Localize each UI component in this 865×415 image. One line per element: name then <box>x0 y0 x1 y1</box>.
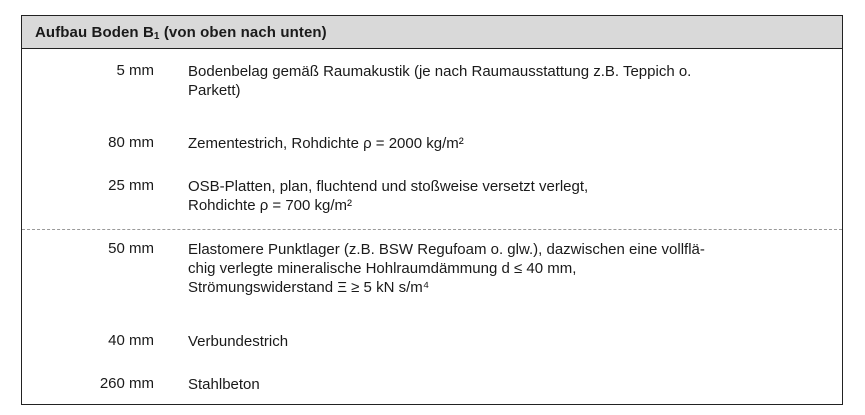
table-title <box>35 24 327 42</box>
floor-buildup-table <box>21 15 843 405</box>
layer-description <box>188 134 828 153</box>
title-subscript: 1 <box>153 31 160 42</box>
description-line: Stahlbeton <box>188 376 260 393</box>
description-line: Elastomere Punktlager (z.B. BSW Regufoam o. glw.), dazwischen eine vollflä- <box>188 241 705 258</box>
description-line: Bodenbelag gemäß Raumakustik (je nach Raumausstattung z.B. Teppich o. <box>188 63 692 80</box>
layer-thickness: 50 mm <box>108 240 154 257</box>
title-tail: (von oben nach unten) <box>159 24 327 41</box>
layer-thickness: 80 mm <box>108 134 154 151</box>
layer-description <box>188 177 828 215</box>
layer-description <box>188 240 828 297</box>
description-line: OSB-Platten, plan, fluchtend und stoßweise versetzt verlegt, <box>188 178 589 195</box>
description-line: Parkett) <box>188 82 241 99</box>
title-main: Aufbau Boden B <box>35 24 154 41</box>
table-header <box>22 16 842 49</box>
layer-description <box>188 62 828 100</box>
layer-description <box>188 375 828 394</box>
description-line: Rohdichte ρ = 700 kg/m² <box>188 197 353 214</box>
description-line: Zementestrich, Rohdichte ρ = 2000 kg/m² <box>188 135 464 152</box>
layer-thickness: 260 mm <box>99 375 154 392</box>
layer-thickness: 5 mm <box>116 62 154 79</box>
layer-thickness: 25 mm <box>108 177 154 194</box>
layer-thickness: 40 mm <box>108 332 154 349</box>
layer-description <box>188 332 828 351</box>
description-line: Verbundestrich <box>188 333 289 350</box>
section-divider <box>22 229 842 230</box>
description-line: Strömungswiderstand Ξ ≥ 5 kN s/m⁴ <box>188 279 430 296</box>
description-line: chig verlegte mineralische Hohlraumdämmung d ≤ 40 mm, <box>188 260 577 277</box>
